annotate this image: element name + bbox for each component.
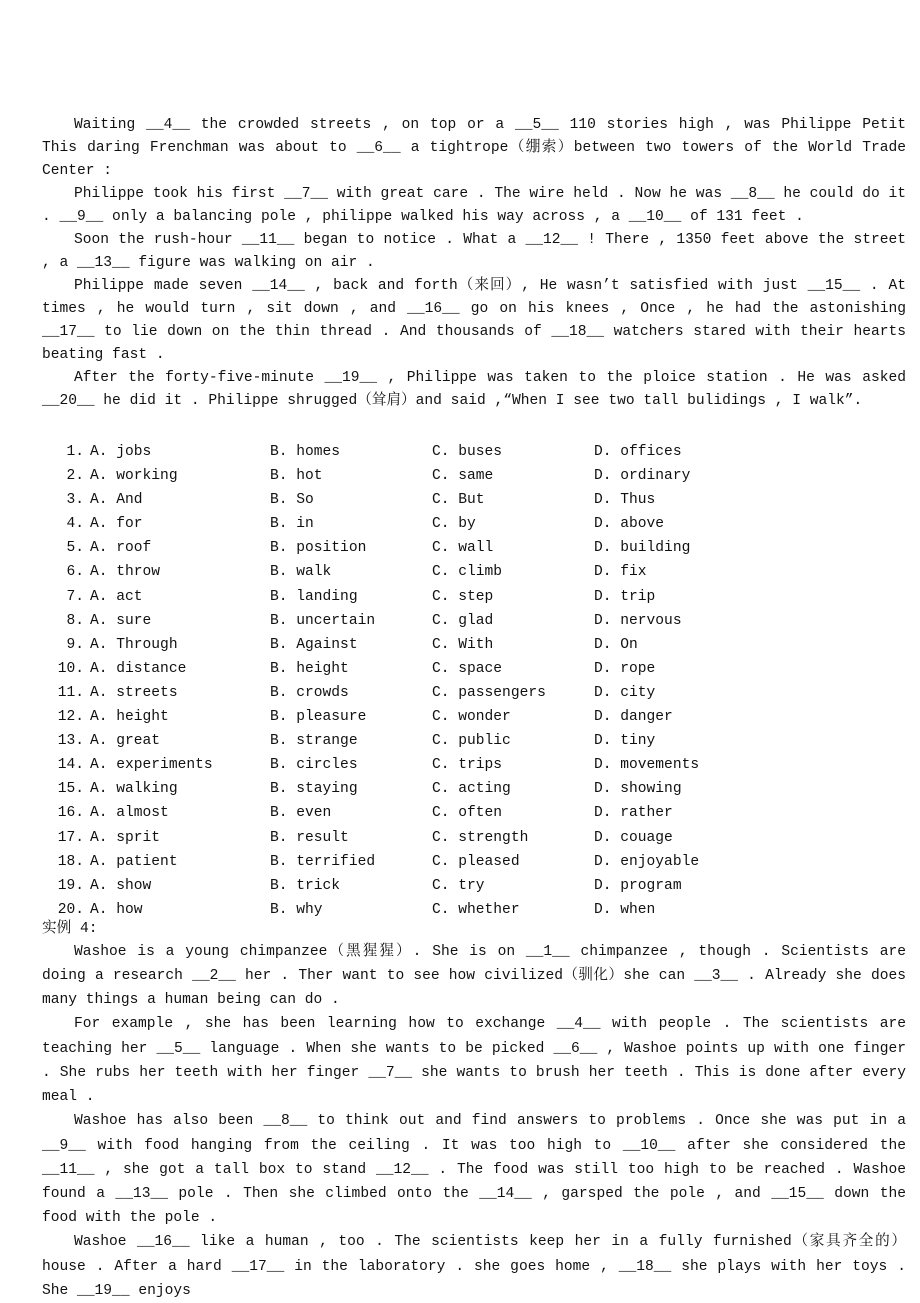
- option-a: A. great: [90, 733, 161, 750]
- question-number: 13.: [57, 733, 84, 750]
- option-row: [56, 536, 906, 560]
- option-b: B. Against: [270, 636, 358, 653]
- option-row: [56, 609, 906, 633]
- option-d: D. danger: [594, 709, 673, 726]
- option-row: [56, 657, 906, 681]
- option-row: [56, 512, 906, 536]
- option-d: D. trip: [594, 588, 656, 605]
- question-number: 17.: [57, 829, 84, 846]
- option-row: [56, 681, 906, 705]
- option-a: A. show: [90, 877, 152, 894]
- option-b: B. result: [270, 829, 349, 846]
- option-b: B. height: [270, 660, 349, 677]
- option-b: B. landing: [270, 588, 358, 605]
- option-c: C. same: [432, 468, 494, 485]
- example-label: 实例 4:: [42, 920, 98, 937]
- question-number: 8.: [66, 612, 84, 629]
- option-c: C. passengers: [432, 684, 546, 701]
- option-a: A. throw: [90, 564, 161, 581]
- option-b: B. strange: [270, 733, 358, 750]
- option-row: [56, 488, 906, 512]
- option-a: A. working: [90, 468, 178, 485]
- option-c: C. strength: [432, 829, 529, 846]
- question-number: 7.: [66, 588, 84, 605]
- question-number: 1.: [66, 444, 84, 460]
- question-number: 12.: [57, 709, 84, 726]
- option-c: C. wonder: [432, 709, 511, 726]
- option-d: D. movements: [594, 757, 700, 774]
- option-row: [56, 464, 906, 488]
- option-c: C. wall: [432, 540, 494, 557]
- option-a: A. height: [90, 709, 169, 726]
- option-c: C. often: [432, 805, 503, 822]
- option-a: A. sure: [90, 612, 152, 629]
- option-d: D. nervous: [594, 612, 682, 629]
- option-b: B. terrified: [270, 853, 376, 870]
- option-b: B. in: [270, 516, 314, 533]
- question-number: 5.: [66, 540, 84, 557]
- question-number: 4.: [66, 516, 84, 533]
- question-number: 3.: [66, 492, 84, 509]
- option-row: [56, 850, 906, 874]
- option-d: D. fix: [594, 564, 647, 581]
- option-b: B. walk: [270, 564, 332, 581]
- question-number: 6.: [66, 564, 84, 581]
- option-row: [56, 585, 906, 609]
- option-d: D. tiny: [594, 733, 656, 750]
- option-c: C. glad: [432, 612, 494, 629]
- document-page: [42, 114, 906, 1303]
- option-b: B. trick: [270, 877, 341, 894]
- option-c: C. With: [432, 636, 494, 653]
- option-d: D. showing: [594, 781, 682, 798]
- question-number: 11.: [57, 684, 84, 701]
- option-row: [56, 826, 906, 850]
- question-number: 20.: [57, 901, 84, 918]
- option-c: C. try: [432, 877, 485, 894]
- option-a: A. how: [90, 901, 143, 918]
- option-a: A. streets: [90, 684, 178, 701]
- example-paragraph-2: For example , she has been learning how to exchange __4__ with people . The scientists are teaching her __5__ language . When she wants to be picked __6__ , Washoe points up with one finger . She rubs her teeth with her finger __7__ she wants to brush her teeth . This is done after every meal .: [42, 1016, 906, 1106]
- option-b: B. circles: [270, 757, 358, 774]
- option-a: A. for: [90, 516, 143, 533]
- option-b: B. So: [270, 492, 314, 509]
- option-d: D. offices: [594, 444, 682, 460]
- option-b: B. crowds: [270, 684, 349, 701]
- option-d: D. couage: [594, 829, 673, 846]
- option-b: B. homes: [270, 444, 341, 460]
- option-d: D. enjoyable: [594, 853, 700, 870]
- example-paragraph-1: Washoe is a young chimpanzee（黑猩猩）. She is on __1__ chimpanzee , though . Scientists are doing a research __2__ her . Ther want to see how civilized（驯化）she can __3__ . Already she does many things a human being can do .: [42, 943, 906, 1009]
- passage-paragraph-1: Waiting __4__ the crowded streets , on top or a __5__ 110 stories high , was Philippe Petit This daring Frenchman was about to __6__ a tightrope（绷索）between two towers of the World Trade Center :: [42, 117, 906, 179]
- option-d: D. rope: [594, 660, 656, 677]
- option-row: [56, 898, 906, 922]
- question-number: 15.: [57, 781, 84, 798]
- answer-options: [56, 440, 906, 922]
- option-c: C. space: [432, 660, 503, 677]
- question-number: 19.: [57, 877, 84, 894]
- option-c: C. public: [432, 733, 511, 750]
- option-c: C. But: [432, 492, 485, 509]
- passage-paragraph-3: Soon the rush-hour __11__ began to notice . What a __12__ ! There , 1350 feet above the street , a __13__ figure was walking on air .: [42, 232, 906, 271]
- option-c: C. trips: [432, 757, 503, 774]
- question-number: 2.: [66, 468, 84, 485]
- option-b: B. uncertain: [270, 612, 376, 629]
- option-a: A. distance: [90, 660, 187, 677]
- option-b: B. pleasure: [270, 709, 367, 726]
- option-a: A. experiments: [90, 757, 213, 774]
- question-number: 14.: [57, 757, 84, 774]
- option-row: [56, 705, 906, 729]
- option-d: D. above: [594, 516, 665, 533]
- question-number: 9.: [66, 636, 84, 653]
- option-a: A. patient: [90, 853, 178, 870]
- option-b: B. staying: [270, 781, 358, 798]
- option-row: [56, 777, 906, 801]
- option-d: D. program: [594, 877, 682, 894]
- option-d: D. rather: [594, 805, 673, 822]
- option-a: A. act: [90, 588, 143, 605]
- option-b: B. hot: [270, 468, 323, 485]
- option-d: D. city: [594, 684, 656, 701]
- option-b: B. position: [270, 540, 367, 557]
- option-row: [56, 753, 906, 777]
- option-row: [56, 874, 906, 898]
- option-d: D. Thus: [594, 492, 656, 509]
- passage-paragraph-2: Philippe took his first __7__ with great care . The wire held . Now he was __8__ he could do it . __9__ only a balancing pole , philippe walked his way across , a __10__ of 131 feet .: [42, 186, 906, 225]
- question-number: 10.: [57, 660, 84, 677]
- option-c: C. acting: [432, 781, 511, 798]
- question-number: 18.: [57, 853, 84, 870]
- option-a: A. And: [90, 492, 143, 509]
- example-paragraph-4: Washoe __16__ like a human , too . The scientists keep her in a fully furnished（家具齐全的）house . After a hard __17__ in the laboratory . she goes home , __18__ she plays with her toys . She __19__ enjoys: [42, 1234, 906, 1299]
- example-paragraph-3: Washoe has also been __8__ to think out and find answers to problems . Once she was put in a __9__ with food hanging from the ceiling . It was too high to __10__ after she considered the __11__ , she got a tall box to stand __12__ . The food was still too high to be reached . Washoe found a __13__ pole . Then she climbed onto the __14__ , garsped the pole , and __15__ down the food with the pole .: [42, 1113, 906, 1227]
- option-c: C. step: [432, 588, 494, 605]
- option-c: C. by: [432, 516, 476, 533]
- option-d: D. ordinary: [594, 468, 691, 485]
- option-b: B. even: [270, 805, 332, 822]
- option-row: [56, 801, 906, 825]
- option-a: A. jobs: [90, 444, 152, 460]
- option-row: [56, 633, 906, 657]
- option-a: A. roof: [90, 540, 152, 557]
- option-b: B. why: [270, 901, 323, 918]
- option-a: A. almost: [90, 805, 169, 822]
- option-a: A. Through: [90, 636, 178, 653]
- option-row: [56, 560, 906, 584]
- option-d: D. when: [594, 901, 656, 918]
- option-c: C. buses: [432, 444, 503, 460]
- option-row: [56, 729, 906, 753]
- passage-3: [42, 114, 906, 413]
- option-d: D. On: [594, 636, 638, 653]
- option-c: C. climb: [432, 564, 503, 581]
- option-d: D. building: [594, 540, 691, 557]
- passage-paragraph-4: Philippe made seven __14__ , back and forth（来回）, He wasn’t satisfied with just __15__ . At times , he would turn , sit down , and __16__ go on his knees , Once , he had the astonishing __17__ to lie down on the thin thread . And thousands of __18__ watchers stared with their hearts beating fast .: [42, 278, 906, 363]
- option-a: A. sprit: [90, 829, 161, 846]
- question-number: 16.: [57, 805, 84, 822]
- option-row: [56, 440, 906, 464]
- passage-paragraph-5: After the forty-five-minute __19__ , Philippe was taken to the ploice station . He was asked __20__ he did it . Philippe shrugged（耸肩）and said ,“When I see two tall bulidings , I walk”.: [42, 370, 906, 409]
- option-c: C. whether: [432, 901, 520, 918]
- option-a: A. walking: [90, 781, 178, 798]
- option-c: C. pleased: [432, 853, 520, 870]
- example-4: [42, 918, 906, 1303]
